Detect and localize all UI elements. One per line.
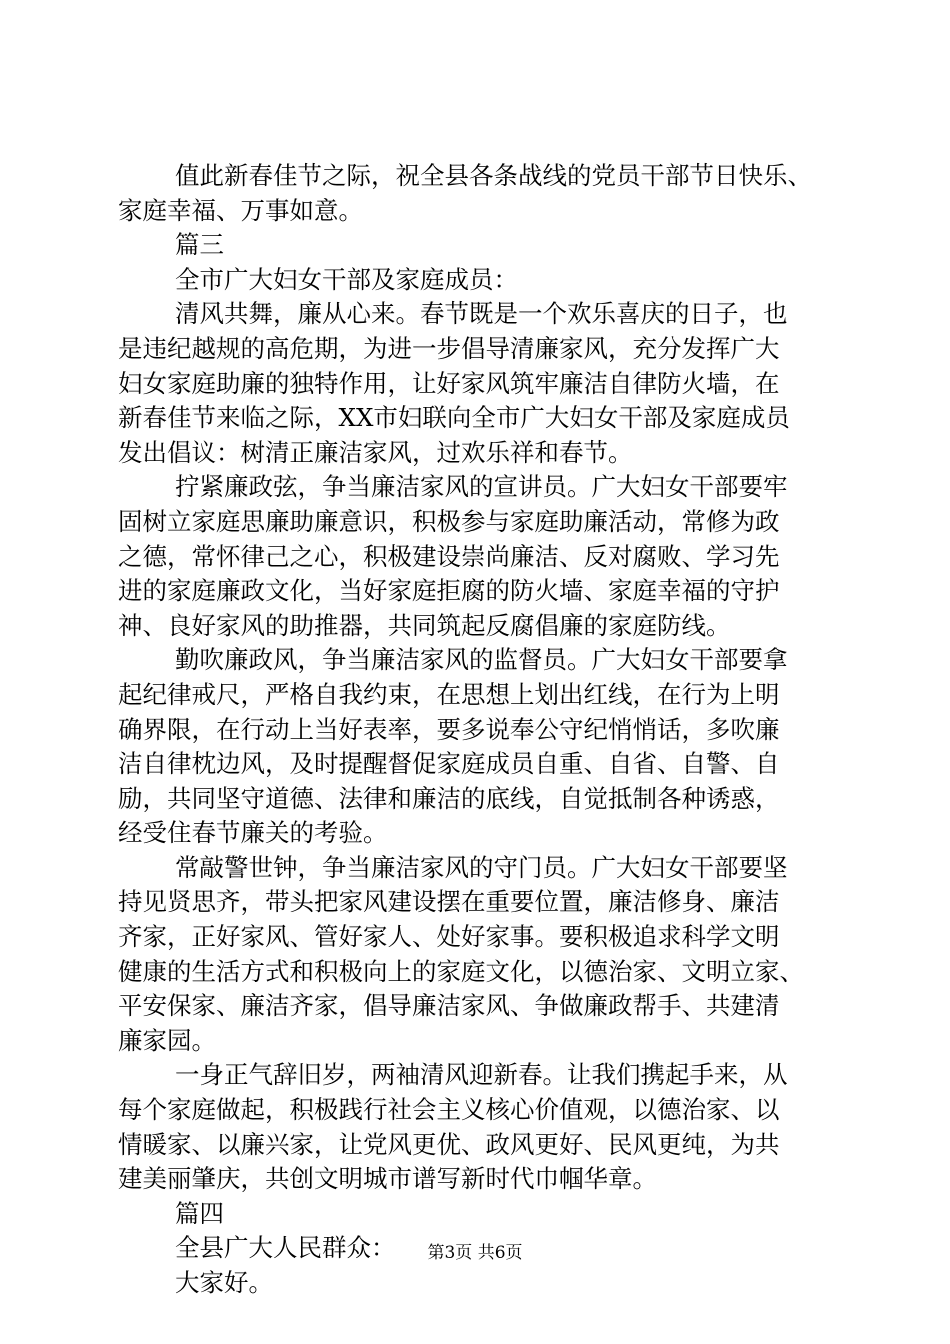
text-line: 励，共同坚守道德、法律和廉洁的底线，自觉抵制各种诱惑， [118, 783, 780, 813]
text-line: 是违纪越规的高危期，为进一步倡导清廉家风，充分发挥广大 [118, 333, 780, 363]
document-body [118, 159, 838, 1301]
text-line: 拧紧廉政弦，争当廉洁家风的宣讲员。广大妇女干部要牢 [175, 472, 788, 502]
text-line: 神、良好家风的助推器，共同筑起反腐倡廉的家庭防线。 [118, 610, 731, 640]
text-line: 健康的生活方式和积极向上的家庭文化，以德治家、文明立家、 [118, 956, 804, 986]
text-line: 大家好。 [175, 1268, 273, 1297]
text-line: 之德，常怀律己之心，积极建设崇尚廉洁、反对腐败、学习先 [118, 541, 780, 571]
text-line: 平安保家、廉洁齐家，倡导廉洁家风、争做廉政帮手、共建清 [118, 991, 780, 1021]
text-line: 新春佳节来临之际，XX市妇联向全市广大妇女干部及家庭成员 [118, 403, 790, 433]
text-line: 持见贤思齐，带头把家风建设摆在重要位置，廉洁修身、廉洁 [118, 887, 780, 917]
text-line: 篇四 [175, 1198, 224, 1228]
text-line: 起纪律戒尺，严格自我约束，在思想上划出红线，在行为上明 [118, 679, 780, 709]
text-line: 清风共舞，廉从心来。春节既是一个欢乐喜庆的日子，也 [175, 299, 788, 329]
text-line: 确界限，在行动上当好表率，要多说奉公守纪悄悄话，多吹廉 [118, 714, 780, 744]
text-line: 经受住春节廉关的考验。 [118, 818, 388, 848]
text-line: 一身正气辞旧岁，两袖清风迎新春。让我们携起手来，从 [175, 1060, 788, 1090]
text-line: 建美丽肇庆，共创文明城市谱写新时代巾帼华章。 [118, 1164, 657, 1194]
text-line: 值此新春佳节之际，祝全县各条战线的党员干部节日快乐、 [175, 161, 812, 190]
text-line: 全县广大人民群众： [175, 1233, 396, 1263]
text-line: 进的家庭廉政文化，当好家庭拒腐的防火墙、家庭幸福的守护 [118, 576, 780, 606]
page-footer: 第3页 共6页 [427, 1243, 523, 1263]
text-line: 全市广大妇女干部及家庭成员： [175, 264, 518, 294]
text-line: 廉家园。 [118, 1025, 216, 1055]
text-line: 洁自律枕边风，及时提醒督促家庭成员自重、自省、自警、自 [118, 749, 780, 779]
text-line: 固树立家庭思廉助廉意识，积极参与家庭助廉活动，常修为政 [118, 506, 780, 536]
text-line: 每个家庭做起，积极践行社会主义核心价值观，以德治家、以 [118, 1095, 780, 1125]
text-line: 常敲警世钟，争当廉洁家风的守门员。广大妇女干部要坚 [175, 852, 788, 882]
text-line: 篇三 [175, 230, 224, 260]
text-line: 勤吹廉政风，争当廉洁家风的监督员。广大妇女干部要拿 [175, 645, 788, 675]
text-line: 发出倡议：树清正廉洁家风，过欢乐祥和春节。 [118, 437, 633, 467]
text-line: 妇女家庭助廉的独特作用，让好家风筑牢廉洁自律防火墙，在 [118, 368, 780, 398]
text-line: 情暖家、以廉兴家，让党风更优、政风更好、民风更纯，为共 [118, 1129, 780, 1159]
text-line: 齐家，正好家风、管好家人、处好家事。要积极追求科学文明 [118, 922, 780, 952]
text-line: 家庭幸福、万事如意。 [118, 195, 363, 225]
